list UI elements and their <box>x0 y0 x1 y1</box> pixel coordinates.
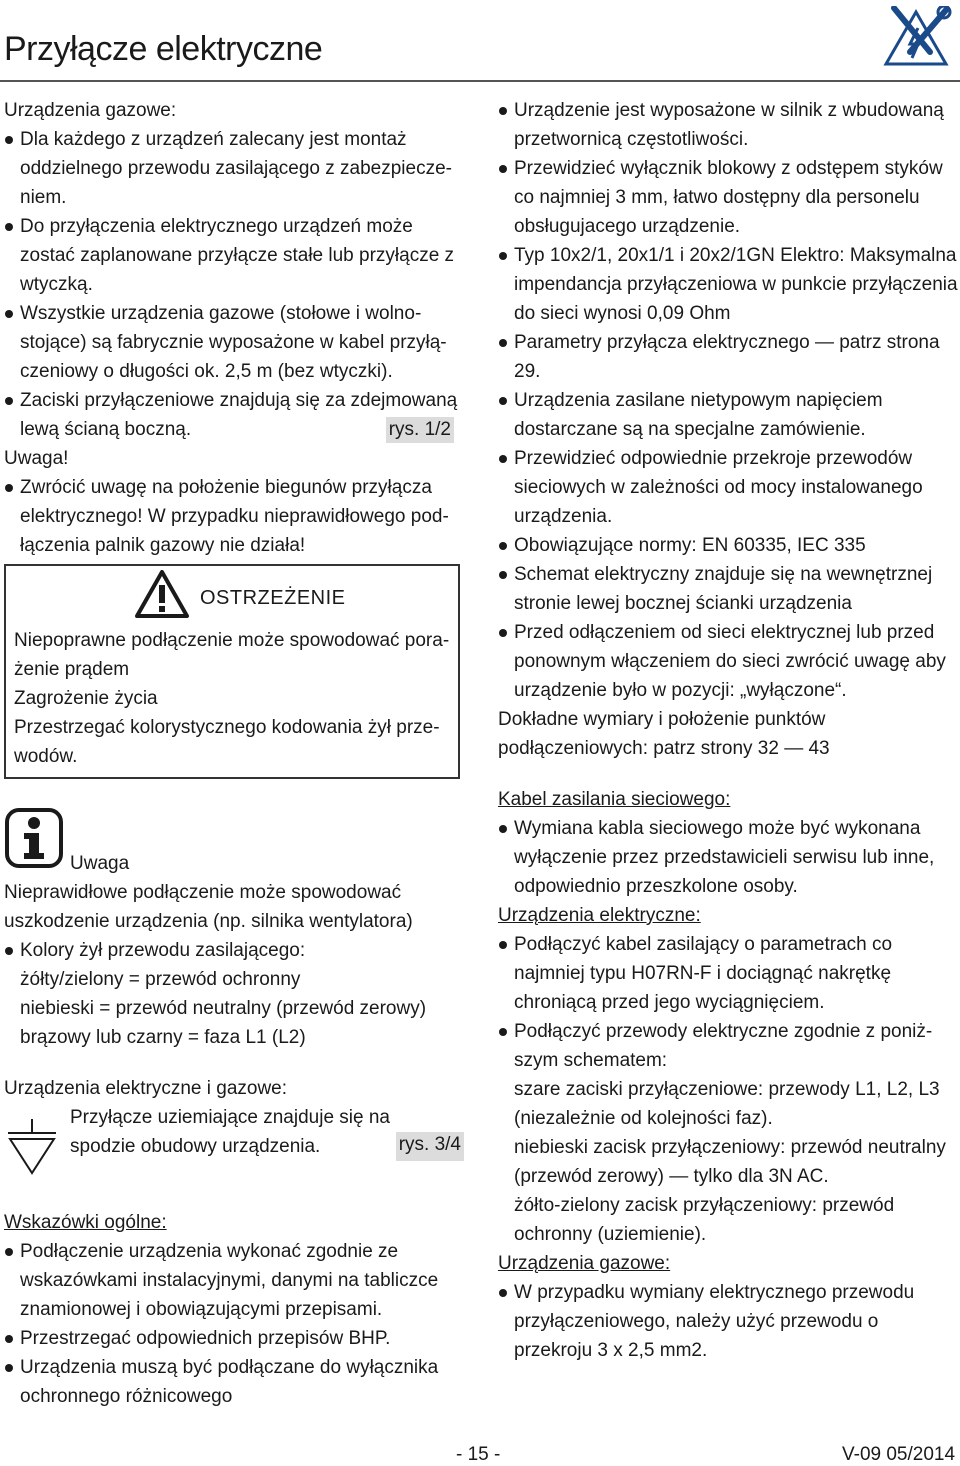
list-item: Typ 10x2/1, 20x1/1 i 20x2/1GN Elektro: Maksymalna impendancja przyłączeniowa w punkcie przyłączenia do sieci wynosi 0,09 Ohm <box>498 241 958 328</box>
earth-ground-icon <box>4 1119 60 1186</box>
list-item: Podłączenie urządzenia wykonać zgodnie ze wskazówkami instalacyjnymi, danymi na tabliczce znamionowej i obowiązującymi przepisami. <box>4 1237 464 1324</box>
elec-gas-heading: Urządzenia elektryczne i gazowe: <box>4 1078 288 1099</box>
list-item: Kolory żył przewodu zasilającego: <box>4 936 464 965</box>
color-line: żółty/zielony = przewód ochronny <box>20 969 301 990</box>
figure-ref: rys. 3/4 <box>396 1132 464 1161</box>
electric-heading: Urządzenia elektryczne: <box>498 905 701 926</box>
warning-line: Zagrożenie życia <box>14 688 158 709</box>
list-item: Urządzenie jest wyposażone w silnik z wbudowaną przetwornicą częstotliwości. <box>498 96 958 154</box>
list-item: Parametry przyłącza elektrycznego — patrz strona 29. <box>498 328 958 386</box>
figure-ref: rys. 1/2 <box>386 417 454 443</box>
list-item: Przed odłączeniem od sieci elektrycznej lub przed ponownym włączeniem do sieci zwrócić uwagę aby urządzenie było w pozycji: „wyłączone“. <box>498 618 958 705</box>
list-item: Dla każdego z urządzeń zalecany jest montaż oddzielnego przewodu zasilającego z zabezpiecze- niem. <box>4 125 464 212</box>
version-label: V-09 05/2014 <box>842 1444 956 1465</box>
warning-triangle-icon <box>134 569 190 628</box>
list-item: Przewidzieć odpowiednie przekroje przewodów sieciowych w zależności od mocy instalowanego urządzenia. <box>498 444 958 531</box>
list-item: Obowiązujące normy: EN 60335, IEC 335 <box>498 531 958 560</box>
earth-text: spodzie obudowy urządzenia. <box>70 1136 321 1157</box>
scheme-line: szare zaciski przyłączeniowe: przewody L1, L2, L3 (niezależnie od kolejności faz). <box>514 1079 940 1129</box>
list-item: W przypadku wymiany elektrycznego przewodu przyłączeniowego, należy użyć przewodu o przekroju 3 x 2,5 mm2. <box>498 1278 958 1365</box>
scheme-line: niebieski zacisk przyłączeniowy: przewód neutralny (przewód zerowy) — tylko dla 3N AC. <box>514 1137 946 1187</box>
gas-heading: Urządzenia gazowe: <box>4 100 177 121</box>
info-text: Nieprawidłowe podłączenie może spowodować uszkodzenie urządzenia (np. silnika wentylatora) <box>4 882 413 932</box>
info-icon <box>4 807 64 878</box>
list-item: Wymiana kabla sieciowego może być wykonana wyłączenie przez przedstawicieli serwisu lub inne, odpowiednio przeszkolone osoby. <box>498 814 958 901</box>
list-item: Podłączyć kabel zasilający o parametrach co najmniej typu H07RN-F i dociągnąć nakrętkę chroniącą przed jego wyciągnięciem. <box>498 930 958 1017</box>
left-column <box>4 96 464 1411</box>
list-item: Przestrzegać odpowiednich przepisów BHP. <box>4 1324 464 1353</box>
list-item: Do przyłączenia elektrycznego urządzeń może zostać zaplanowane przyłącze stałe lub przyłącze z wtyczką. <box>4 212 464 299</box>
info-label: Uwaga <box>70 853 130 874</box>
warning-title: OSTRZEŻENIE <box>200 586 346 609</box>
list-item: Przewidzieć wyłącznik blokowy z odstępem styków co najmniej 3 mm, łatwo dostępny dla personelu obsługujacego urządzenie. <box>498 154 958 241</box>
warning-line: Niepoprawne podłączenie może spowodować pora- żenie prądem <box>14 630 450 680</box>
dimensions-text: Dokładne wymiary i położenie punktów podłączeniowych: patrz strony 32 — 43 <box>498 709 830 759</box>
earth-text: Przyłącze uziemiające znajduje się na <box>70 1107 390 1128</box>
page-number: - 15 - <box>456 1444 501 1465</box>
page-title: Przyłącze elektryczne <box>4 30 323 68</box>
list-item: Schemat elektryczny znajduje się na wewnętrznej stronie lewej bocznej ścianki urządzenia <box>498 560 958 618</box>
right-column <box>498 96 958 1365</box>
list-item: Wszystkie urządzenia gazowe (stołowe i wolno- stojące) są fabrycznie wyposażone w kabel przyłą- czeniowy o długości ok. 2,5 m (bez wtyczki). <box>4 299 464 386</box>
scheme-line: żółto-zielony zacisk przyłączeniowy: przewód ochronny (uziemienie). <box>514 1195 895 1245</box>
tools-electric-warning-icon <box>880 6 952 70</box>
list-item: Urządzenia zasilane nietypowym napięciem dostarczane są na specjalne zamówienie. <box>498 386 958 444</box>
warning-line: Przestrzegać kolorystycznego kodowania żył prze- wodów. <box>14 717 440 767</box>
color-line: niebieski = przewód neutralny (przewód zerowy) <box>20 998 427 1019</box>
list-item-clamps <box>4 386 464 444</box>
cable-heading: Kabel zasilania sieciowego: <box>498 789 731 810</box>
list-item: Urządzenia muszą być podłączane do wyłącznika ochronnego różnicowego <box>4 1353 464 1411</box>
title-rule <box>0 80 960 82</box>
list-item: Podłączyć przewody elektryczne zgodnie z poniż- szym schematem: <box>498 1017 958 1075</box>
warning-box <box>4 564 460 779</box>
list-item: Zwrócić uwagę na położenie biegunów przyłącza elektrycznego! W przypadku nieprawidłowego pod- łączenia palnik gazowy nie działa! <box>4 473 464 560</box>
clamps-text: Zaciski przyłączeniowe znajdują się za zdejmowaną lewą ścianą boczną. <box>20 390 458 440</box>
general-heading: Wskazówki ogólne: <box>4 1212 167 1233</box>
color-line: brązowy lub czarny = faza L1 (L2) <box>20 1027 306 1048</box>
attention-label: Uwaga! <box>4 448 69 469</box>
gas-heading-right: Urządzenia gazowe: <box>498 1253 671 1274</box>
